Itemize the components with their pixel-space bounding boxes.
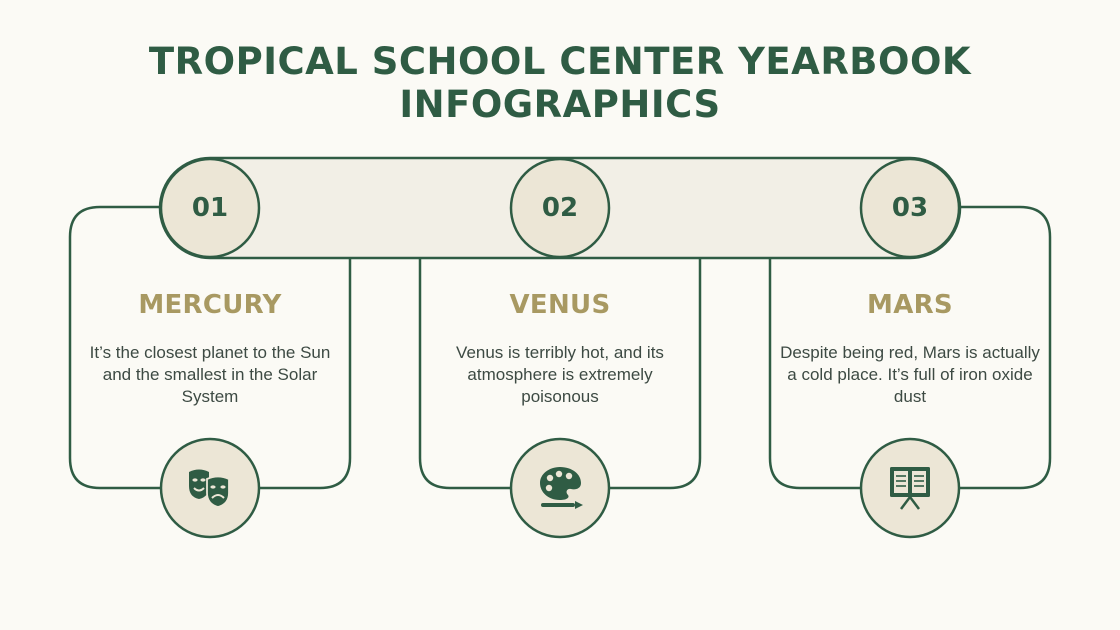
step-heading-2: VENUS [509, 290, 611, 320]
step-description-2: Venus is terribly hot, and its atmosphere is extremely poisonous [456, 343, 664, 406]
page-title: TROPICAL SCHOOL CENTER YEARBOOK INFOGRAPHICS [148, 40, 972, 126]
step-heading-3: MARS [867, 290, 953, 320]
step-description-3: Despite being red, Mars is actually a cold place. It’s full of iron oxide dust [780, 343, 1040, 406]
theater-masks-icon [185, 462, 235, 512]
presentation-board-icon [885, 462, 935, 512]
step-description-1: It’s the closest planet to the Sun and the smallest in the Solar System [89, 343, 331, 406]
step-heading-1: MERCURY [138, 290, 282, 320]
step-number-3: 03 [891, 193, 929, 223]
step-number-1: 01 [191, 193, 229, 223]
paint-palette-icon [535, 462, 585, 512]
step-number-2: 02 [541, 193, 579, 223]
